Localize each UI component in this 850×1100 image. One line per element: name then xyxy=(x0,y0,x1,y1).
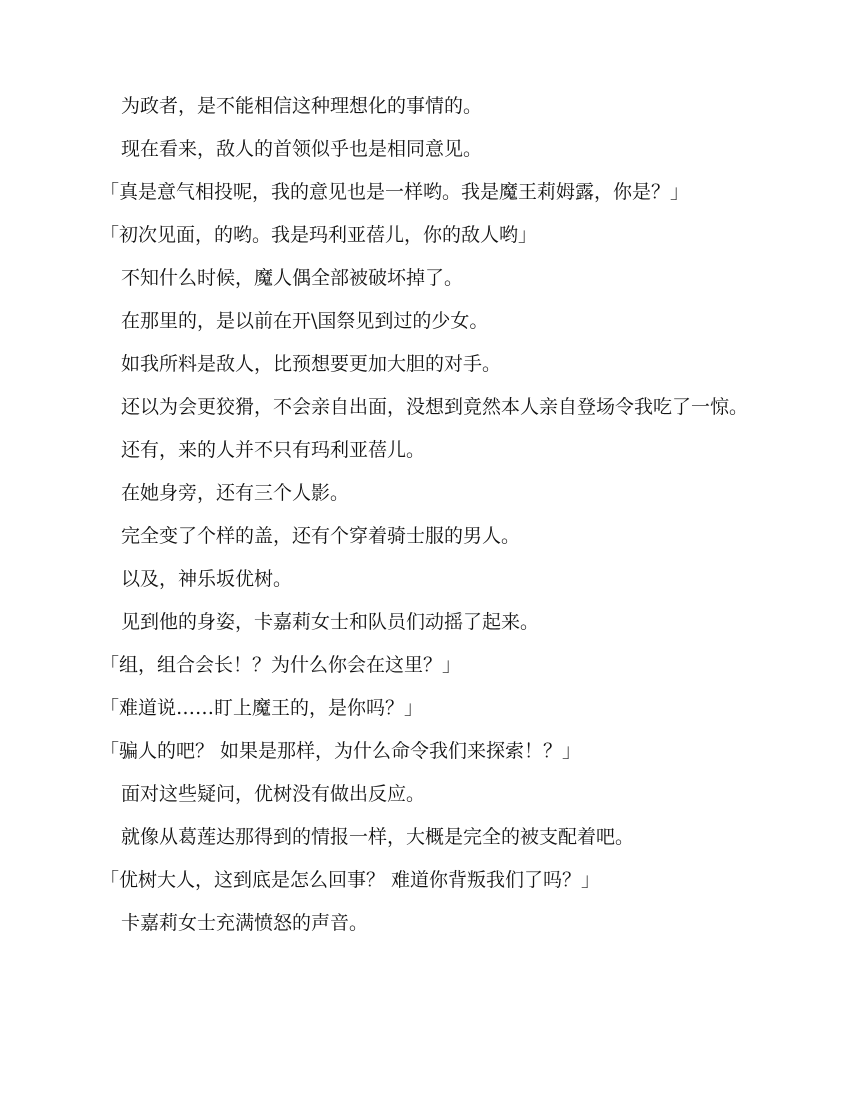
paragraph: 不知什么时候，魔人偶全部被破坏掉了。 xyxy=(121,267,464,289)
paragraph: 见到他的身姿，卡嘉莉女士和队员们动摇了起来。 xyxy=(121,611,540,633)
paragraph: 完全变了个样的盖，还有个穿着骑士服的男人。 xyxy=(121,525,521,547)
paragraph: 就像从葛莲达那得到的情报一样，大概是完全的被支配着吧。 xyxy=(121,826,635,848)
paragraph: 在那里的，是以前在开\国祭见到过的少女。 xyxy=(121,310,489,332)
paragraph: 如我所料是敌人，比预想要更加大胆的对手。 xyxy=(121,353,502,375)
paragraph: 以及，神乐坂优树。 xyxy=(121,568,293,590)
document-page xyxy=(100,92,750,952)
paragraph: 在她身旁，还有三个人影。 xyxy=(121,482,350,504)
paragraph: 还以为会更狡猾，不会亲自出面，没想到竟然本人亲自登场令我吃了一惊。 xyxy=(121,396,749,418)
dialogue-line: 「真是意气相投呢，我的意见也是一样哟。我是魔王莉姆露，你是？」 xyxy=(100,181,690,203)
dialogue-line: 「组，组合会长！？为什么你会在这里？」 xyxy=(100,654,462,676)
dialogue-line: 「难道说……盯上魔王的，是你吗？」 xyxy=(100,697,424,719)
paragraph: 面对这些疑问，优树没有做出反应。 xyxy=(121,783,426,805)
paragraph: 现在看来，敌人的首领似乎也是相同意见。 xyxy=(121,138,483,160)
dialogue-line: 「骗人的吧？ 如果是那样，为什么命令我们来探索！？」 xyxy=(100,740,582,762)
dialogue-line: 「初次见面，的哟。我是玛利亚蓓儿，你的敌人哟」 xyxy=(100,224,538,246)
paragraph: 卡嘉莉女士充满愤怒的声音。 xyxy=(121,912,369,934)
dialogue-line: 「优树大人，这到底是怎么回事？ 难道你背叛我们了吗？」 xyxy=(100,869,601,891)
paragraph: 还有，来的人并不只有玛利亚蓓儿。 xyxy=(121,439,426,461)
paragraph: 为政者，是不能相信这种理想化的事情的。 xyxy=(121,95,483,117)
